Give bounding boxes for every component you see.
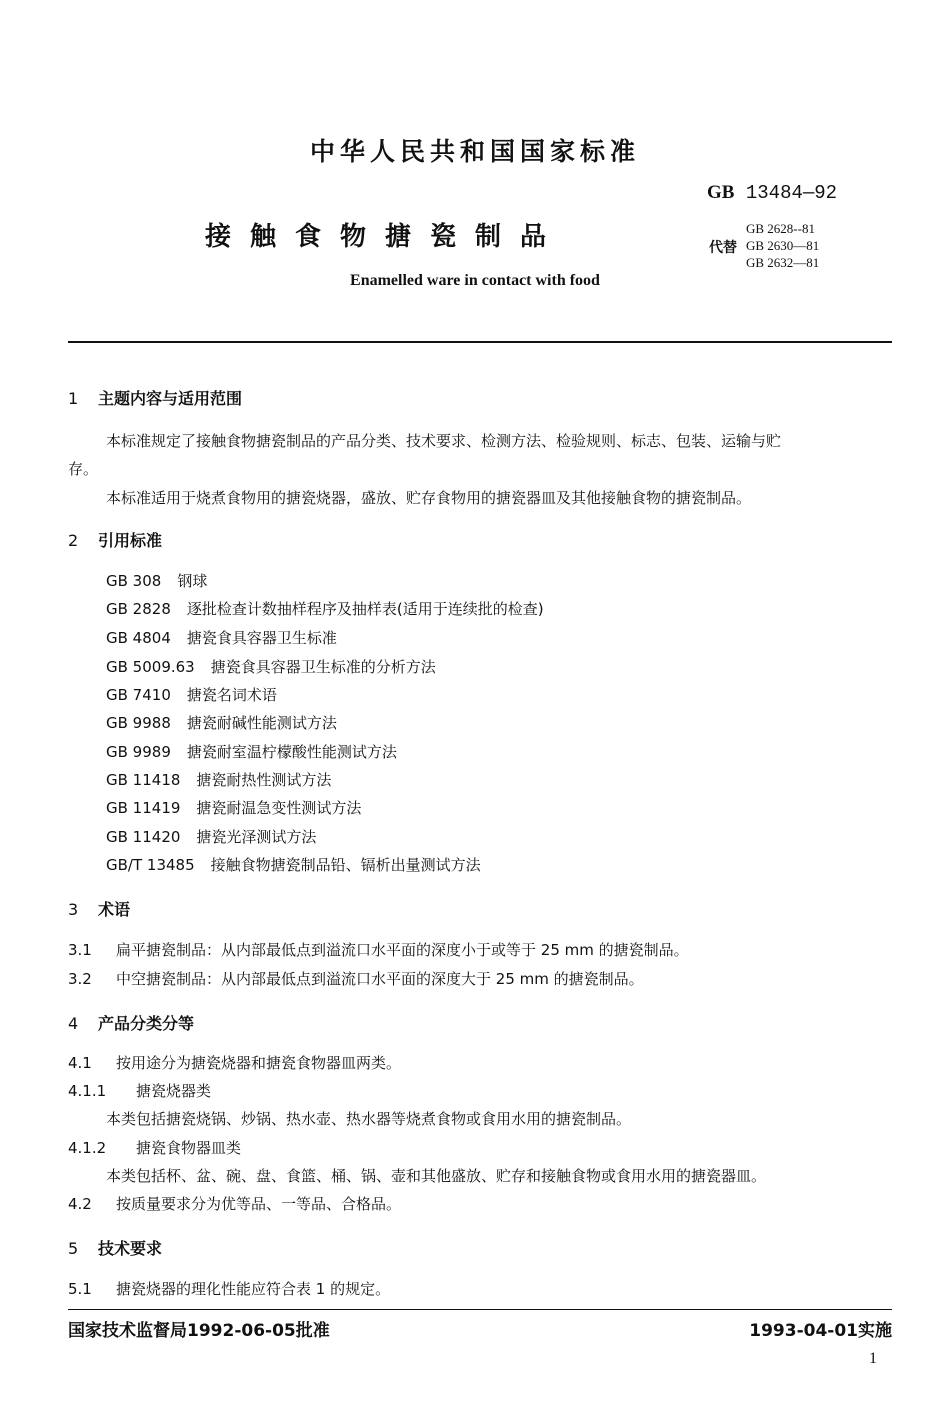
reference-code: GB 9989 [106, 743, 171, 761]
reference-standard [106, 656, 436, 677]
reference-standard [106, 769, 331, 790]
clause-3-2 [68, 968, 644, 989]
section-title: 术语 [98, 900, 131, 919]
reference-code: GB 7410 [106, 686, 171, 704]
reference-code: GB 9988 [106, 714, 171, 732]
applicability-paragraph: 本标准适用于烧煮食物用的搪瓷烧器，盛放、贮存食物用的搪瓷器皿及其他接触食物的搪瓷制品。 [106, 489, 752, 507]
clause-4-2 [68, 1193, 401, 1214]
section-title: 技术要求 [98, 1239, 163, 1258]
document-title: 接触食物搪瓷制品 [205, 222, 566, 252]
section-title: 主题内容与适用范围 [98, 389, 243, 408]
national-standard-heading: 中华人民共和国国家标准 [309, 137, 640, 166]
scope-paragraph-continued: 存。 [68, 460, 99, 478]
clause-number: 3.1 [68, 941, 92, 959]
clause-4-1-1-text: 本类包括搪瓷烧锅、炒锅、热水壶、热水器等烧煮食物或食用水用的搪瓷制品。 [106, 1110, 632, 1128]
reference-name: 搪瓷食具容器卫生标准的分析方法 [210, 658, 436, 676]
clause-text: 扁平搪瓷制品：从内部最低点到溢流口水平面的深度小于或等于 25 mm 的搪瓷制品。 [116, 941, 689, 959]
section-number: 4 [68, 1014, 79, 1033]
section-number: 3 [68, 900, 79, 919]
clause-number: 5.1 [68, 1280, 92, 1298]
reference-name: 搪瓷光泽测试方法 [196, 828, 317, 846]
replaced-standard: GB 2630—81 [746, 238, 820, 253]
reference-standard [106, 826, 316, 847]
reference-name: 搪瓷耐温急变性测试方法 [196, 799, 362, 817]
reference-standard [106, 684, 277, 705]
page-number: 1 [869, 1350, 877, 1367]
section-number: 2 [68, 531, 79, 550]
reference-code: GB 308 [106, 572, 162, 590]
standard-number [707, 182, 837, 204]
clause-text: 按质量要求分为优等品、一等品、合格品。 [116, 1195, 402, 1213]
replaced-standard: GB 2632—81 [746, 255, 820, 270]
replaced-standard: GB 2628--81 [746, 221, 815, 236]
clause-number: 4.2 [68, 1195, 92, 1213]
section-1-heading [68, 386, 242, 409]
scope-paragraph: 本标准规定了接触食物搪瓷制品的产品分类、技术要求、检测方法、检验规则、标志、包装、运输与贮 [106, 432, 782, 450]
standard-prefix: GB [707, 182, 735, 203]
clause-4-1-2-text: 本类包括杯、盆、碗、盘、食篮、桶、锅、壶和其他盛放、贮存和接触食物或食用水用的搪瓷器皿。 [106, 1167, 767, 1185]
reference-code: GB 11418 [106, 771, 181, 789]
section-number: 5 [68, 1239, 79, 1258]
reference-code: GB 5009.63 [106, 658, 195, 676]
clause-number: 3.2 [68, 970, 92, 988]
section-5-heading [68, 1236, 162, 1259]
reference-code: GB 4804 [106, 629, 171, 647]
reference-name: 钢球 [177, 572, 208, 590]
reference-name: 接触食物搪瓷制品铅、镉析出量测试方法 [210, 856, 481, 874]
footer-divider [68, 1309, 892, 1310]
reference-code: GB 11419 [106, 799, 181, 817]
clause-4-1 [68, 1052, 401, 1073]
reference-standard [106, 570, 207, 591]
clause-text: 搪瓷烧器的理化性能应符合表 1 的规定。 [116, 1280, 391, 1298]
section-2-heading [68, 528, 162, 551]
clause-number: 4.1.2 [68, 1139, 107, 1157]
header-divider [68, 341, 892, 343]
clause-4-1-1 [68, 1080, 211, 1101]
reference-standard [106, 598, 544, 619]
reference-name: 搪瓷食具容器卫生标准 [186, 629, 337, 647]
reference-name: 搪瓷名词术语 [186, 686, 277, 704]
section-number: 1 [68, 389, 79, 408]
reference-name: 搪瓷耐碱性能测试方法 [186, 714, 337, 732]
clause-title: 搪瓷烧器类 [136, 1082, 212, 1100]
section-4-heading [68, 1011, 194, 1034]
replaces-label: 代替 [709, 240, 737, 256]
reference-standard [106, 854, 481, 875]
document-subtitle-english: Enamelled ware in contact with food [350, 272, 600, 289]
approval-statement: 国家技术监督局1992-06-05批准 [68, 1321, 330, 1341]
reference-standard [106, 712, 337, 733]
clause-number: 4.1 [68, 1054, 92, 1072]
clause-5-1 [68, 1278, 390, 1299]
clause-3-1 [68, 939, 689, 960]
clause-number: 4.1.1 [68, 1082, 107, 1100]
reference-code: GB 11420 [106, 828, 181, 846]
clause-text: 按用途分为搪瓷烧器和搪瓷食物器皿两类。 [116, 1054, 402, 1072]
reference-standard [106, 627, 337, 648]
clause-text: 中空搪瓷制品：从内部最低点到溢流口水平面的深度大于 25 mm 的搪瓷制品。 [116, 970, 644, 988]
clause-4-1-2 [68, 1137, 241, 1158]
standard-code: 13484—92 [745, 182, 838, 204]
section-title: 产品分类分等 [98, 1014, 195, 1033]
section-title: 引用标准 [98, 531, 163, 550]
reference-name: 搪瓷耐室温柠檬酸性能测试方法 [186, 743, 397, 761]
section-3-heading [68, 897, 130, 920]
clause-title: 搪瓷食物器皿类 [136, 1139, 242, 1157]
reference-code: GB/T 13485 [106, 856, 195, 874]
reference-name: 搪瓷耐热性测试方法 [196, 771, 332, 789]
reference-code: GB 2828 [106, 600, 171, 618]
reference-standard [106, 797, 361, 818]
reference-name: 逐批检查计数抽样程序及抽样表(适用于连续批的检查) [186, 600, 544, 618]
implementation-date: 1993-04-01实施 [749, 1321, 892, 1341]
reference-standard [106, 741, 397, 762]
